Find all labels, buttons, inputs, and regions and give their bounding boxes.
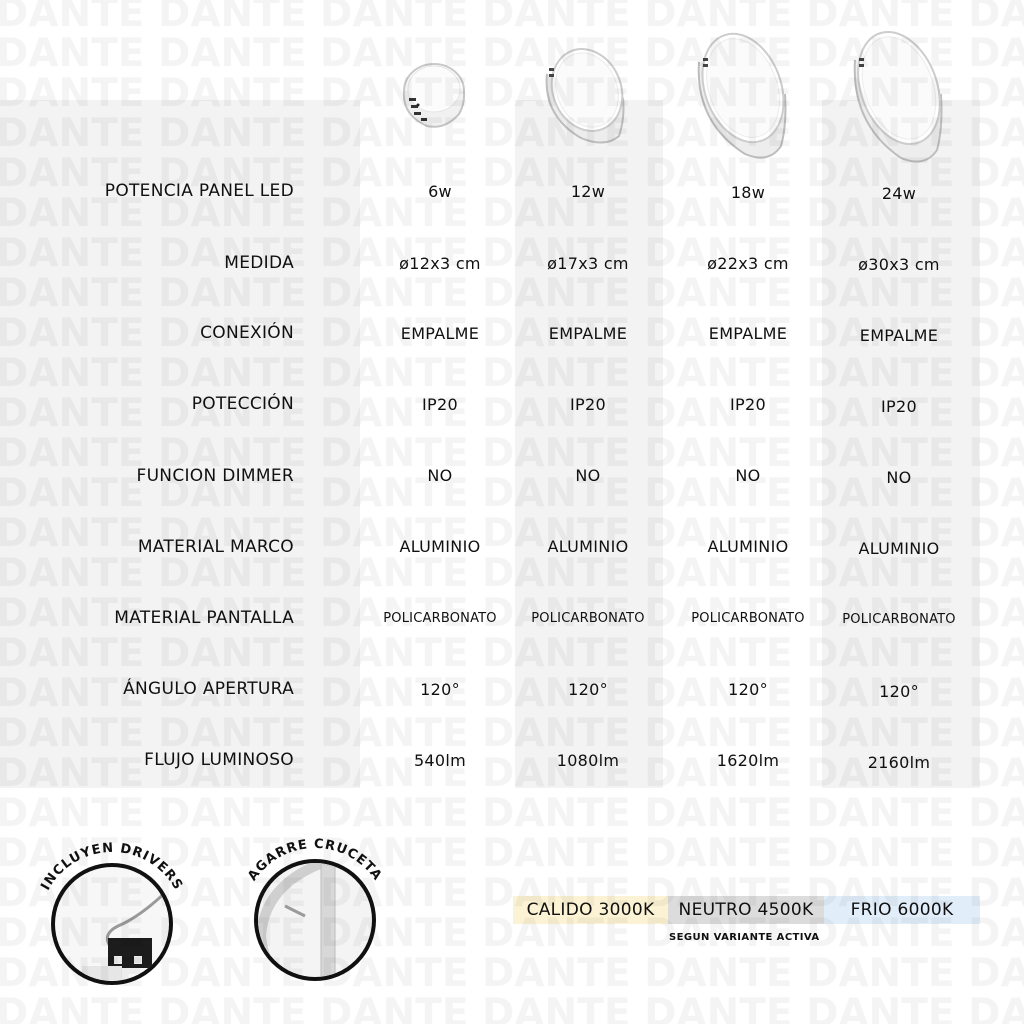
color-temp-neutro — [668, 896, 824, 924]
cell-18w: POLICARBONATO — [691, 611, 805, 626]
cruceta-badge — [225, 806, 405, 1016]
watermark-row — [0, 0, 1024, 34]
cell-24w: POLICARBONATO — [842, 612, 956, 627]
panel-12w-image — [541, 46, 627, 150]
cell-24w: NO — [886, 468, 912, 487]
panel-18w-image — [693, 32, 789, 162]
cell-24w: 120° — [879, 682, 919, 701]
cell-24w: ø30x3 cm — [858, 255, 940, 274]
cell-12w: ø17x3 cm — [547, 254, 629, 273]
panel-6w-image — [397, 60, 467, 134]
cell-24w: 24w — [881, 184, 917, 203]
cell-12w: IP20 — [570, 395, 606, 414]
color-temp-label: NEUTRO 4500K — [678, 900, 814, 920]
cell-18w: NO — [735, 466, 761, 485]
cell-18w: 1620lm — [716, 751, 780, 770]
cell-12w: NO — [575, 466, 601, 485]
row-label: POTECCIÓN — [191, 394, 294, 414]
cell-18w: 120° — [728, 680, 768, 699]
cell-12w: ALUMINIO — [547, 537, 629, 556]
cell-6w: ALUMINIO — [399, 537, 481, 556]
cell-6w: ø12x3 cm — [399, 254, 481, 273]
cell-24w: IP20 — [881, 397, 917, 416]
cell-18w: EMPALME — [708, 324, 788, 343]
row-label: MATERIAL MARCO — [137, 537, 294, 557]
cruceta-badge-label: AGARRE CRUCETA — [245, 836, 385, 884]
row-label: POTENCIA PANEL LED — [104, 181, 294, 201]
cell-24w: 2160lm — [867, 753, 931, 772]
row-label: MEDIDA — [224, 253, 294, 273]
cell-24w: EMPALME — [859, 326, 939, 345]
color-temp-label: CALIDO 3000K — [526, 900, 655, 920]
cell-6w: NO — [427, 466, 453, 485]
cell-6w: POLICARBONATO — [383, 611, 497, 626]
cell-12w: 1080lm — [556, 751, 620, 770]
cell-12w: 12w — [570, 182, 606, 201]
cell-12w: POLICARBONATO — [531, 611, 645, 626]
cell-12w: EMPALME — [548, 324, 628, 343]
cell-6w: 6w — [428, 182, 452, 201]
drivers-badge-label: INCLUYEN DRIVERS — [38, 840, 186, 894]
row-label: CONEXIÓN — [200, 323, 294, 343]
cell-6w: 540lm — [413, 751, 467, 770]
color-temp-frio — [824, 896, 980, 924]
color-temp-calido — [513, 896, 668, 924]
variant-note: SEGUN VARIANTE ACTIVA — [669, 932, 820, 943]
row-label: FLUJO LUMINOSO — [144, 750, 294, 770]
panel-24w-image — [849, 30, 945, 166]
cell-6w: 120° — [420, 680, 460, 699]
row-label: FUNCION DIMMER — [136, 466, 294, 486]
cell-6w: IP20 — [422, 395, 458, 414]
cell-12w: 120° — [568, 680, 608, 699]
cell-18w: ALUMINIO — [707, 537, 789, 556]
row-label: ÁNGULO APERTURA — [123, 679, 294, 699]
color-temp-label: FRIO 6000K — [850, 900, 954, 920]
row-label: MATERIAL PANTALLA — [114, 608, 294, 628]
cell-6w: EMPALME — [400, 324, 480, 343]
drivers-badge — [22, 806, 202, 1016]
cell-18w: 18w — [730, 183, 766, 202]
cell-18w: ø22x3 cm — [707, 254, 789, 273]
cell-18w: IP20 — [730, 395, 766, 414]
cell-24w: ALUMINIO — [858, 539, 940, 558]
